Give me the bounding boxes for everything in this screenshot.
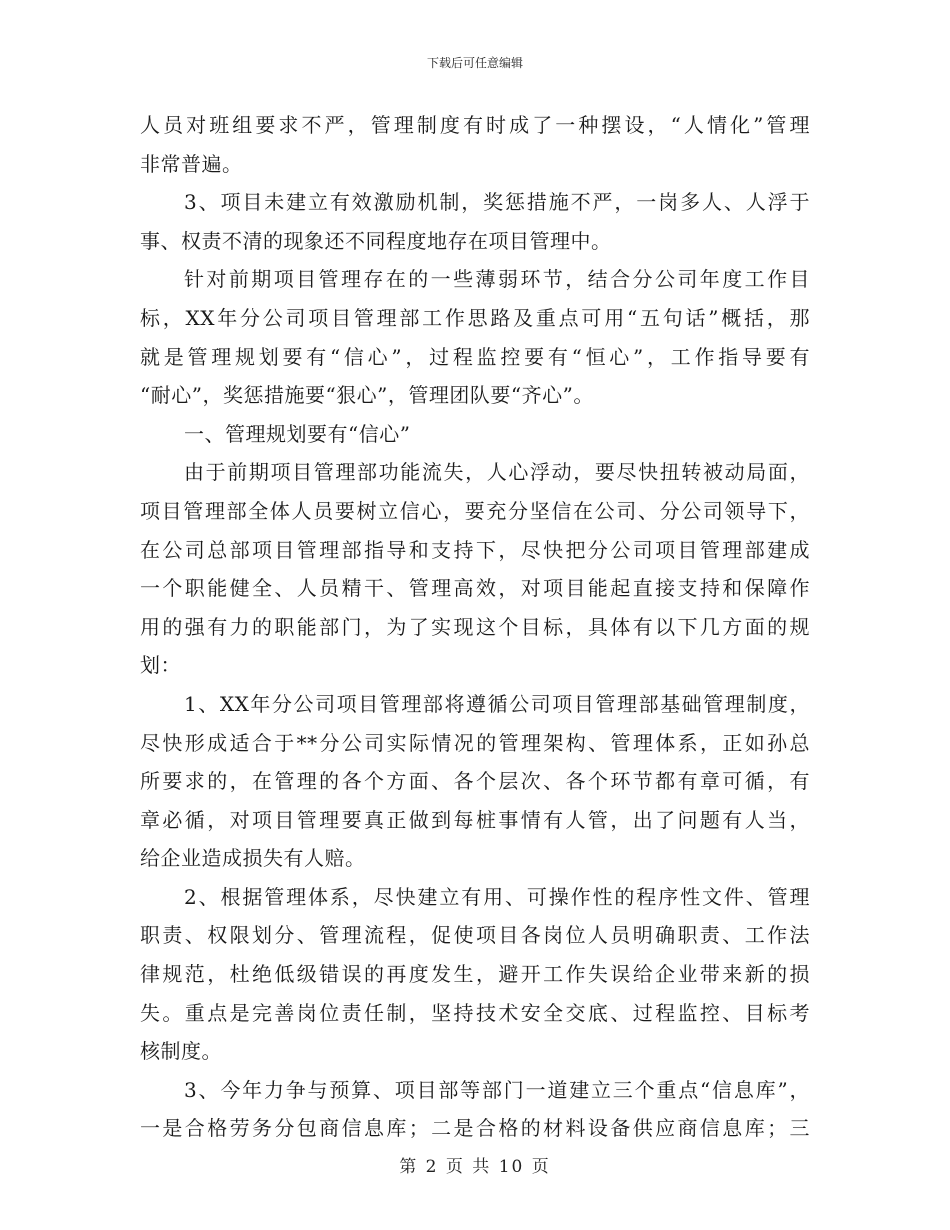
text-line: 给企业造成损失有人赔。 <box>140 846 366 871</box>
text-line: 失。重点是完善岗位责任制，坚持技术安全交底、过程监控、目标考 <box>140 1000 810 1025</box>
text-line: 3、今年力争与预算、项目部等部门一道建立三个重点“信息库”， <box>184 1077 810 1102</box>
text-line: 针对前期项目管理存在的一些薄弱环节，结合分公司年度工作目 <box>184 267 810 292</box>
header-note: 下载后可任意编辑 <box>426 56 523 70</box>
text-line: 尽快形成适合于**分公司实际情况的管理架构、管理体系，正如孙总 <box>140 730 810 755</box>
text-line: “耐心”，奖惩措施要“狠心”，管理团队要“齐心”。 <box>140 383 594 408</box>
text-line: 标，XX年分公司项目管理部工作思路及重点可用“五句话”概括，那 <box>140 305 810 330</box>
text-line: 非常普遍。 <box>140 151 243 176</box>
text-line: 用的强有力的职能部门，为了实现这个目标，具体有以下几方面的规 <box>140 614 810 639</box>
text-line: 2、根据管理体系，尽快建立有用、可操作性的程序性文件、管理 <box>184 884 810 909</box>
section-heading: 一、管理规划要有“信心” <box>184 421 411 446</box>
text-line: 一个职能健全、人员精干、管理高效，对项目能起直接支持和保障作 <box>140 576 810 601</box>
text-line: 项目管理部全体人员要树立信心，要充分坚信在公司、分公司领导下， <box>140 498 810 523</box>
text-line: 一是合格劳务分包商信息库；二是合格的材料设备供应商信息库；三 <box>140 1116 810 1141</box>
text-line: 1、XX年分公司项目管理部将遵循公司项目管理部基础管理制度， <box>184 691 810 716</box>
text-line: 章必循，对项目管理要真正做到每桩事情有人管，出了问题有人当， <box>140 807 810 832</box>
text-line: 划： <box>140 653 181 678</box>
text-line: 在公司总部项目管理部指导和支持下，尽快把分公司项目管理部建成 <box>140 537 810 562</box>
text-line: 职责、权限划分、管理流程，促使项目各岗位人员明确职责、工作法 <box>140 923 810 948</box>
text-line: 由于前期项目管理部功能流失，人心浮动，要尽快扭转被动局面， <box>184 460 810 485</box>
text-line: 所要求的，在管理的各个方面、各个层次、各个环节都有章可循，有 <box>140 769 810 794</box>
page-number-footer: 第 2 页 共 10 页 <box>399 1157 551 1177</box>
text-line: 人员对班组要求不严，管理制度有时成了一种摆设，“人情化”管理 <box>140 113 810 137</box>
document-body <box>140 106 810 1148</box>
text-line: 律规范，杜绝低级错误的再度发生，避开工作失误给企业带来新的损 <box>140 962 810 987</box>
text-line: 事、权责不清的现象还不同程度地存在项目管理中。 <box>140 228 612 253</box>
text-line: 3、项目未建立有效激励机制，奖惩措施不严，一岗多人、人浮于 <box>184 190 810 215</box>
text-line: 核制度。 <box>140 1039 222 1064</box>
text-line: 就是管理规划要有“信心”，过程监控要有“恒心”，工作指导要有 <box>140 344 810 369</box>
